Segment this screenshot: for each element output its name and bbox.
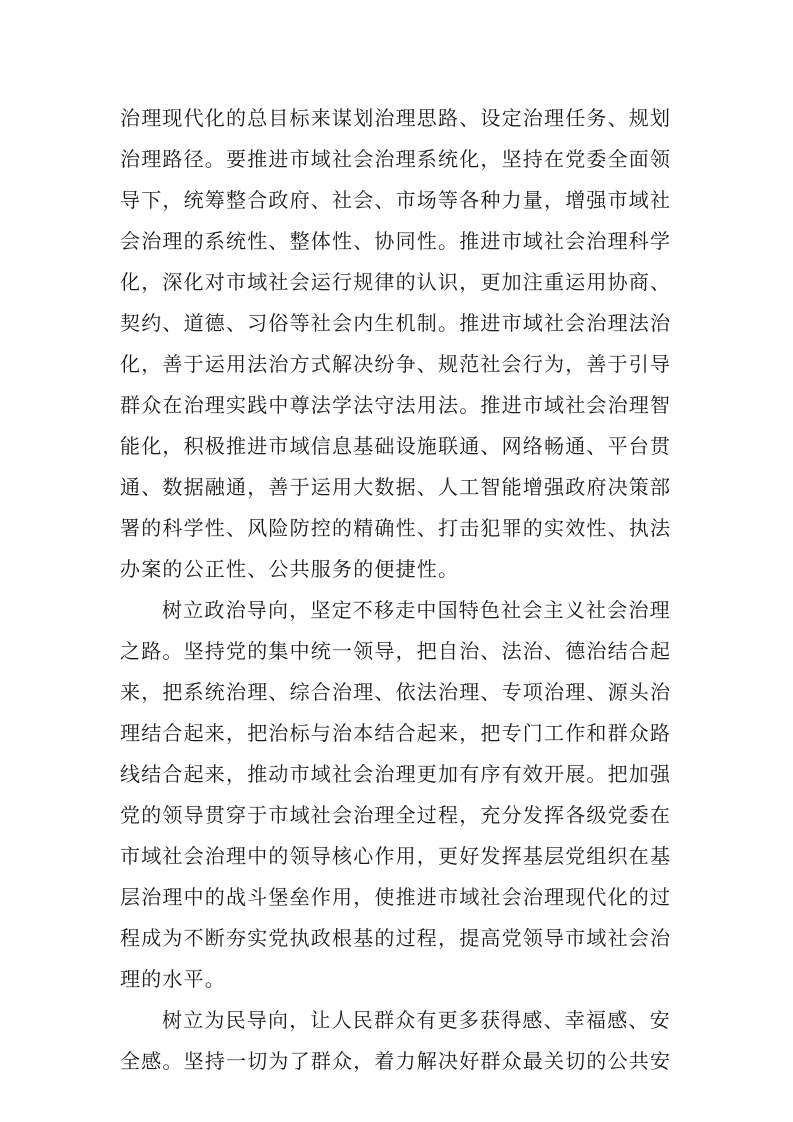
paragraph [120,590,680,1000]
text-line: 线结合起来，推动市域社会治理更加有序有效开展。把加强 [120,762,672,786]
text-line: 树立为民导向，让人民群众有更多获得感、幸福感、安 [162,1008,671,1032]
text-line: 化，深化对市域社会运行规律的认识，更加注重运用协商、 [120,270,672,294]
text-line: 来，把系统治理、综合治理、依法治理、专项治理、源头治 [120,680,672,704]
paragraph [120,98,680,590]
text-line: 群众在治理实践中尊法学法守法用法。推进市域社会治理智 [120,393,672,417]
text-line: 治理路径。要推进市域社会治理系统化，坚持在党委全面领 [120,147,672,171]
text-line: 通、数据融通，善于运用大数据、人工智能增强政府决策部 [120,475,672,499]
text-line: 市域社会治理中的领导核心作用，更好发挥基层党组织在基 [120,844,672,868]
text-line: 层治理中的战斗堡垒作用，使推进市域社会治理现代化的过 [120,885,672,909]
text-line: 程成为不断夯实党执政根基的过程，提高党领导市域社会治 [120,926,672,950]
document-page [120,98,680,1082]
text-line: 导下，统筹整合政府、社会、市场等各种力量，增强市域社 [120,188,672,212]
text-line: 会治理的系统性、整体性、协同性。推进市域社会治理科学 [120,229,672,253]
text-line: 党的领导贯穿于市域社会治理全过程，充分发挥各级党委在 [120,803,672,827]
text-line: 署的科学性、风险防控的精确性、打击犯罪的实效性、执法 [120,516,672,540]
paragraph [120,1000,680,1082]
text-line: 化，善于运用法治方式解决纷争、规范社会行为，善于引导 [120,352,672,376]
text-line: 树立政治导向，坚定不移走中国特色社会主义社会治理 [162,598,671,622]
text-line: 治理现代化的总目标来谋划治理思路、设定治理任务、规划 [120,106,672,130]
text-line: 理的水平。 [120,967,226,991]
text-line: 契约、道德、习俗等社会内生机制。推进市域社会治理法治 [120,311,672,335]
text-line: 能化，积极推进市域信息基础设施联通、网络畅通、平台贯 [120,434,672,458]
text-line: 办案的公正性、公共服务的便捷性。 [120,557,460,581]
text-line: 全感。坚持一切为了群众，着力解决好群众最关切的公共安 [120,1049,672,1073]
text-line: 理结合起来，把治标与治本结合起来，把专门工作和群众路 [120,721,672,745]
text-line: 之路。坚持党的集中统一领导，把自治、法治、德治结合起 [120,639,672,663]
